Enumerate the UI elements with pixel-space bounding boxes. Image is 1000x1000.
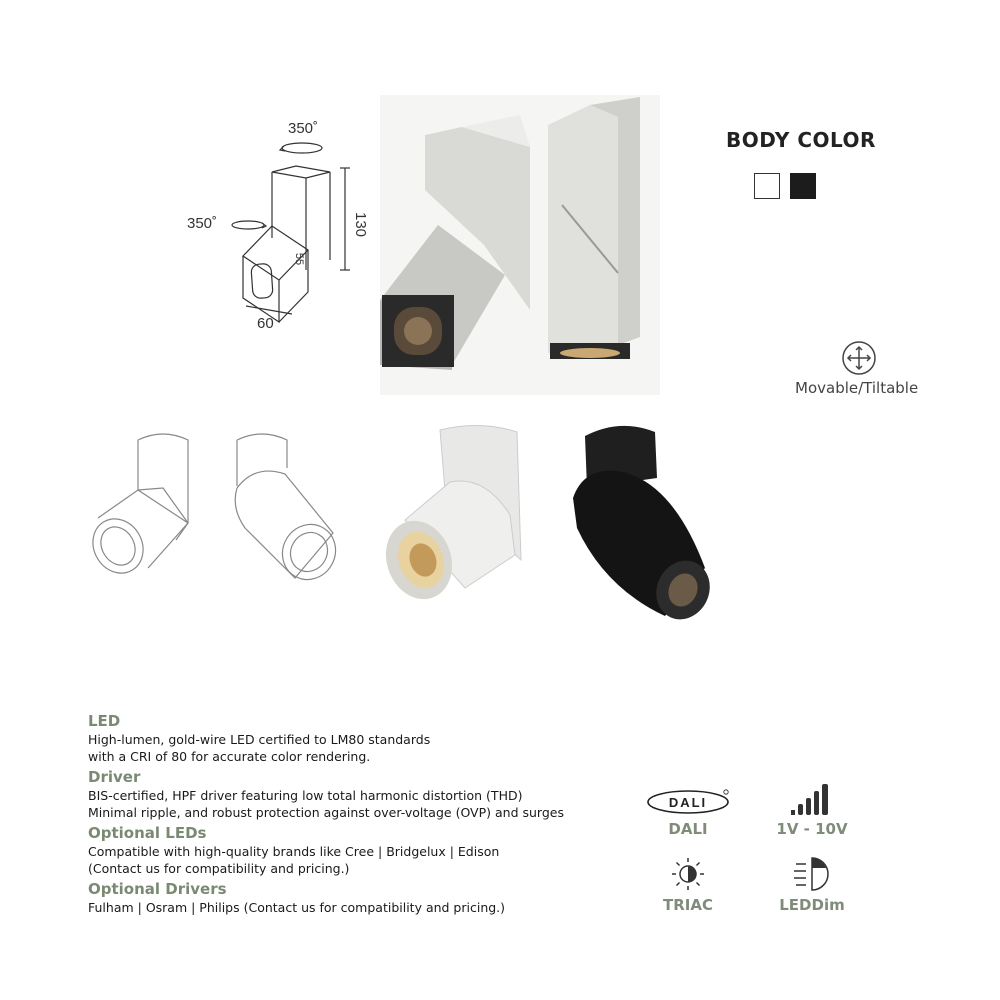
width-label: 60: [257, 315, 274, 332]
move-arrows-icon: [841, 340, 877, 376]
cylinder-sketch-left: [88, 428, 208, 598]
depth-label: 55: [293, 252, 306, 266]
dali-logo-text: DALI: [668, 795, 708, 810]
rotation-top-label: 350˚: [288, 120, 319, 137]
leddim-label: LEDDim: [779, 896, 845, 914]
cylinder-product-black: [565, 418, 715, 623]
triac-label: TRIAC: [663, 896, 713, 914]
spec-optional-drivers-line-1: Fulham | Osram | Philips (Contact us for compatibility and pricing.): [88, 900, 506, 915]
spec-driver-line-2: Minimal ripple, and robust protection against over-voltage (OVP) and surges: [88, 805, 564, 820]
led-dim-icon: [792, 854, 834, 894]
spec-led-title: LED: [88, 712, 121, 730]
spec-optional-leds-line-2: (Contact us for compatibility and pricing.): [88, 861, 350, 876]
spec-optional-leds-title: Optional LEDs: [88, 824, 207, 842]
v010-label: 1V - 10V: [776, 820, 848, 838]
color-swatch-white[interactable]: [754, 173, 780, 199]
dali-logo-icon: [646, 788, 732, 816]
dali-label: DALI: [668, 820, 708, 838]
sun-dimmer-icon: [670, 856, 706, 892]
square-product-photo: [380, 95, 660, 395]
body-color-title: BODY COLOR: [726, 128, 876, 152]
spec-led-line-2: with a CRI of 80 for accurate color rendering.: [88, 749, 371, 764]
cylinder-sketch-right: [225, 428, 345, 598]
cylinder-product-white: [385, 420, 535, 605]
spec-optional-leds-line-1: Compatible with high-quality brands like Cree | Bridgelux | Edison: [88, 844, 500, 859]
rotation-side-label: 350˚: [187, 215, 218, 232]
signal-bars-icon: [789, 782, 835, 816]
spec-driver-line-1: BIS-certified, HPF driver featuring low total harmonic distortion (THD): [88, 788, 523, 803]
spec-led-line-1: High-lumen, gold-wire LED certified to LM80 standards: [88, 732, 431, 747]
color-swatch-black[interactable]: [790, 173, 816, 199]
spec-optional-drivers-title: Optional Drivers: [88, 880, 227, 898]
spec-driver-title: Driver: [88, 768, 141, 786]
movable-tiltable-label: Movable/Tiltable: [795, 379, 919, 397]
height-label: 130: [352, 211, 370, 238]
